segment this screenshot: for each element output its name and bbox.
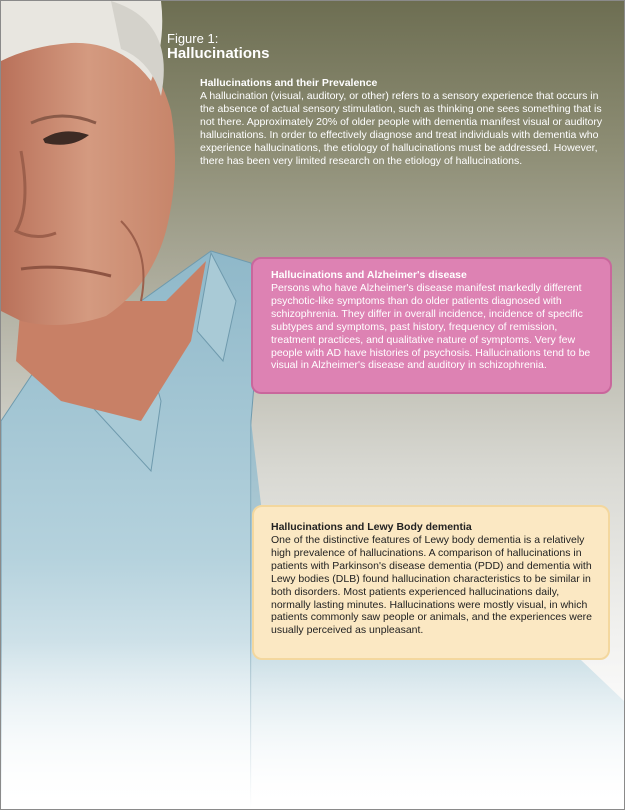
alzheimers-heading: Hallucinations and Alzheimer's disease — [271, 269, 467, 281]
prevalence-body: A hallucination (visual, auditory, or other) refers to a sensory experience that occurs in the absence of actual sensory stimulation, such as thinking one sees something that is not there. Approximately 20% of older people with dementia manifest visual or auditory hallucinations. In order to effectively diagnose and treat individuals with dementia who experience hallucinations, the etiology of hallucinations must be addressed. However, there has been very limited research on the etiology of hallucinations. — [200, 90, 603, 167]
lewy-body: One of the distinctive features of Lewy body dementia is a relatively high prevalence of hallucinations. A comparison of hallucinations in patients with Parkinson's disease dementia (PDD) and dementia with Lewy bodies (DLB) found hallucination characteristics to be similar in both disorders. Most patients experienced hallucinations daily, normally lasting minutes. Hallucinations were mostly visual, in which patients commonly saw people or animals, and the experiences were usually perceived as unpleasant. — [271, 534, 593, 637]
figure-label: Figure 1: — [167, 31, 219, 46]
section-lewy-box — [252, 505, 610, 660]
prevalence-heading: Hallucinations and their Prevalence — [200, 77, 378, 89]
lewy-heading: Hallucinations and Lewy Body dementia — [271, 521, 472, 533]
figure-title: Hallucinations — [167, 45, 270, 62]
section-alzheimers-box — [251, 257, 612, 394]
alzheimers-body: Persons who have Alzheimer's disease manifest markedly different psychotic-like symptoms than do older patients diagnosed with schizophrenia. They differ in overall incidence, incidence of specific subtypes and symptoms, past history, frequency of remission, treatment practices, and qualitative nature of symptoms. Very few people with AD have histories of psychosis. Hallucinations tend to be visual in Alzheimer's disease and auditory in schizophrenia. — [271, 282, 591, 372]
section-prevalence — [200, 77, 612, 167]
